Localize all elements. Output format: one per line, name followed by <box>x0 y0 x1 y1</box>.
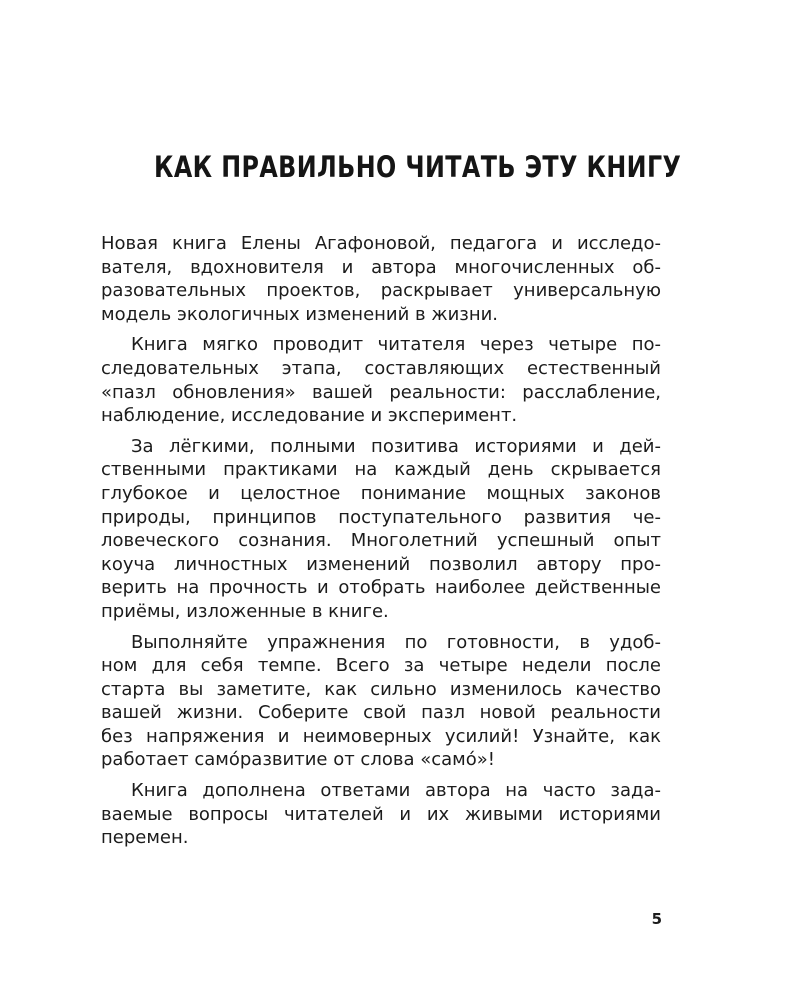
body-text <box>101 232 661 857</box>
text-line: разовательных проектов, раскрывает универсальную <box>101 280 661 302</box>
text-line: верить на прочность и отобрать наиболее действенные <box>101 577 661 599</box>
text-line: Книга дополнена ответами автора на часто зада- <box>131 780 661 802</box>
text-line: За лёгкими, полными позитива историями и дей- <box>131 435 661 457</box>
page-title: КАК ПРАВИЛЬНО ЧИТАТЬ ЭТУ КНИГУ <box>154 150 682 184</box>
text-line: ловеческого сознания. Многолетний успешный опыт <box>101 530 661 552</box>
text-line: «пазл обновления» вашей реальности: расслабление, <box>101 381 661 403</box>
text-line: работает само́развитие от слова «само́»! <box>101 749 495 771</box>
text-line: без напряжения и неимоверных усилий! Узнайте, как <box>101 725 661 747</box>
text-line: перемен. <box>101 827 189 849</box>
paragraph-3 <box>101 435 661 624</box>
text-line: модель экологичных изменений в жизни. <box>101 303 499 325</box>
text-line: Книга мягко проводит читателя через четыре по- <box>131 334 661 356</box>
text-line: приёмы, изложенные в книге. <box>101 600 389 622</box>
text-line: следовательных этапа, составляющих естественный <box>101 357 661 379</box>
paragraph-5 <box>101 779 661 850</box>
text-line: Новая книга Елены Агафоновой, педагога и исследо- <box>101 233 661 254</box>
text-line: старта вы заметите, как сильно изменилось качество <box>101 678 661 700</box>
text-line: ственными практиками на каждый день скрывается <box>101 459 661 481</box>
text-line: ваемые вопросы читателей и их живыми историями <box>101 803 661 825</box>
text-line: вателя, вдохновителя и автора многочисленных об- <box>101 256 661 278</box>
text-line: коуча личностных изменений позволил автору про- <box>101 553 661 575</box>
text-line: природы, принципов поступательного развития че- <box>101 506 661 528</box>
page-number: 5 <box>651 910 662 928</box>
text-line: ном для себя темпе. Всего за четыре недели после <box>101 655 661 677</box>
paragraph-2 <box>101 333 661 427</box>
paragraph-4 <box>101 631 661 773</box>
text-line: наблюдение, исследование и эксперимент. <box>101 405 518 427</box>
paragraph-1 <box>101 232 661 326</box>
text-line: Выполняйте упражнения по готовности, в удоб- <box>131 631 661 653</box>
text-line: глубокое и целостное понимание мощных законов <box>101 482 661 504</box>
text-line: вашей жизни. Соберите свой пазл новой реальности <box>101 702 661 724</box>
